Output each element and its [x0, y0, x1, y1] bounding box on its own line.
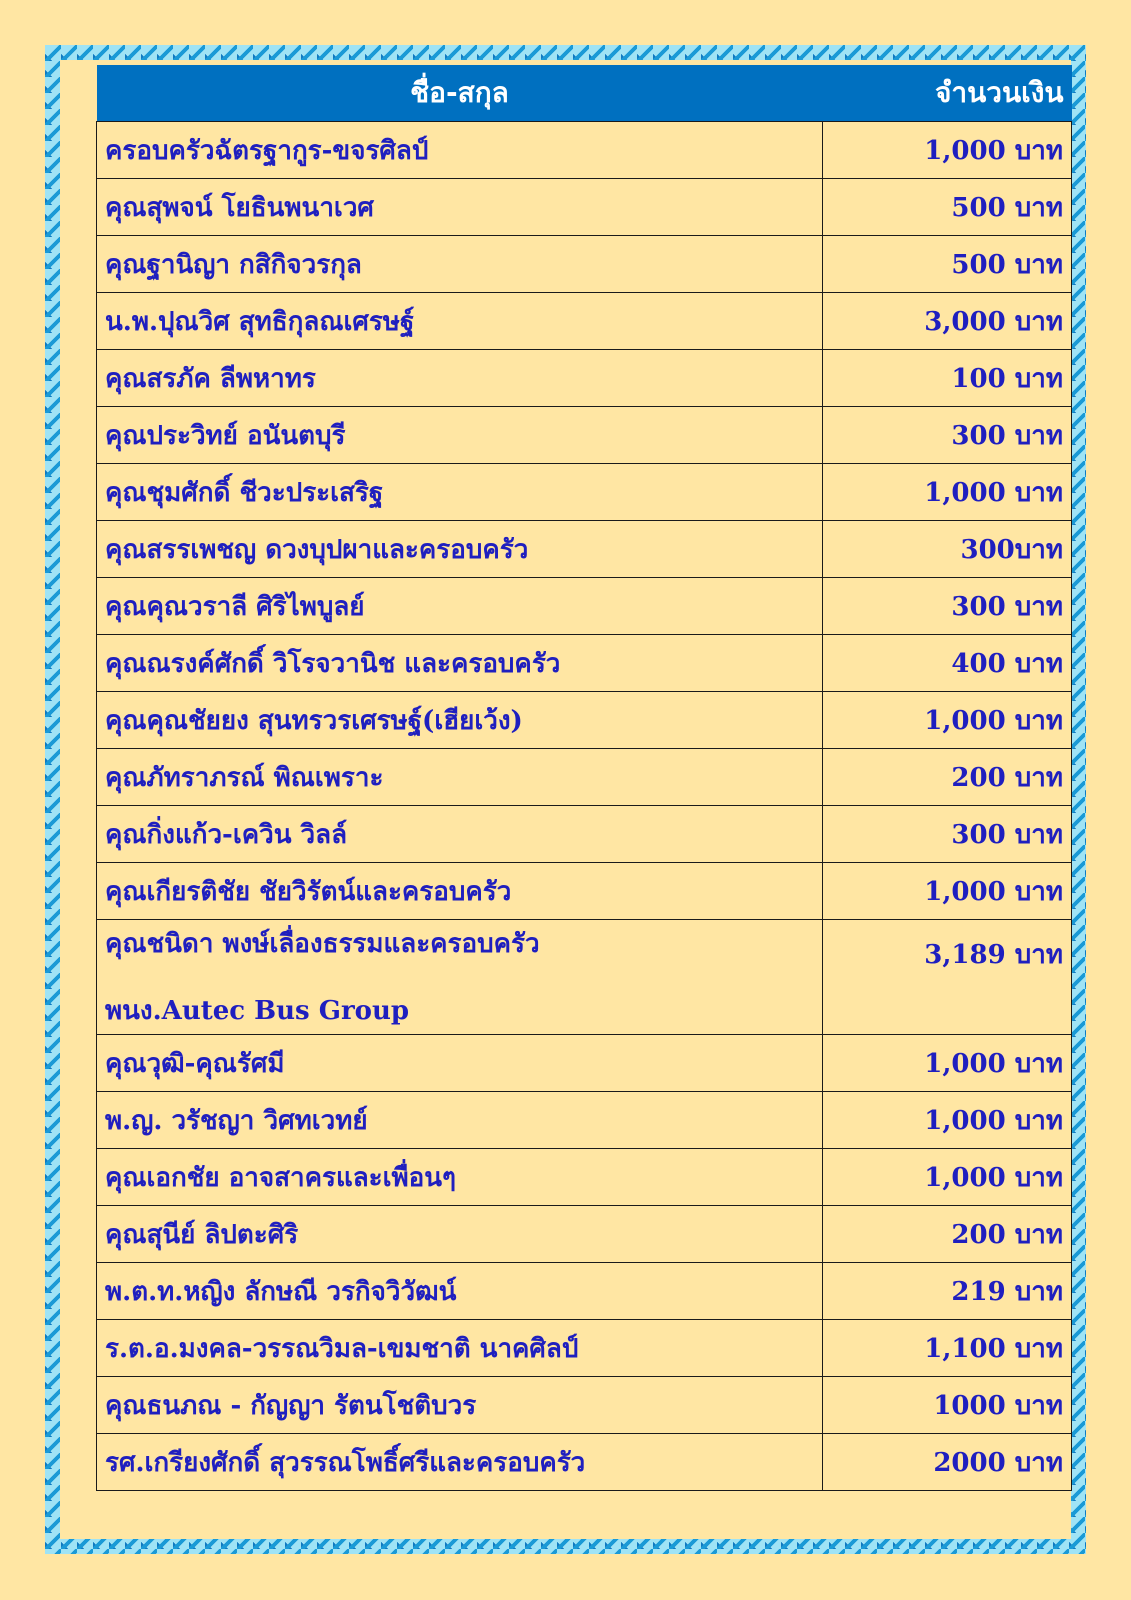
donation-amount: 300บาท [823, 521, 1072, 578]
donor-name-cell [97, 1263, 823, 1320]
donor-name: คุณสรรเพชญ ดวงบุปผาและครอบครัว [105, 534, 529, 565]
table-row [97, 635, 1072, 692]
donor-name-cell [97, 350, 823, 407]
donor-name-cell [97, 1206, 823, 1263]
donation-amount: 219 บาท [823, 1263, 1072, 1320]
table-row [97, 521, 1072, 578]
table-row [97, 1149, 1072, 1206]
donor-name: คุณเกียรติชัย ชัยวิรัตน์และครอบครัว [105, 876, 512, 907]
donor-name: น.พ.ปุณวิศ สุทธิกุลณเศรษฐ์ [105, 306, 415, 337]
donor-name-cell [97, 1377, 823, 1434]
donation-amount: 200 บาท [823, 749, 1072, 806]
table-row [97, 1377, 1072, 1434]
donor-name-line2: พนง.Autec Bus Group [105, 996, 410, 1026]
donor-name-cell [97, 407, 823, 464]
donor-name: ครอบครัวฉัตรฐากูร-ขจรศิลป์ [105, 135, 429, 166]
table-row [97, 122, 1072, 179]
donor-name: คุณเอกชัย อาจสาครและเพื่อนๆ [105, 1162, 456, 1193]
donor-name: รศ.เกรียงศักดิ์ สุวรรณโพธิ์ศรีและครอบครัว [105, 1447, 586, 1478]
table-row [97, 350, 1072, 407]
table-row [97, 407, 1072, 464]
donor-name: คุณชุมศักดิ์ ชีวะประเสริฐ [105, 477, 384, 508]
donor-name: คุณประวิทย์ อนันตบุรี [105, 420, 346, 451]
table-row [97, 806, 1072, 863]
table-row [97, 578, 1072, 635]
donation-amount: 500 บาท [823, 179, 1072, 236]
donation-amount: 300 บาท [823, 407, 1072, 464]
donor-name: คุณฐานิญา กสิกิจวรกุล [105, 249, 362, 280]
table-row [97, 464, 1072, 521]
donor-name-cell [97, 464, 823, 521]
donation-amount: 3,189 บาท [823, 920, 1072, 1035]
donor-name-cell [97, 806, 823, 863]
table-row [97, 1206, 1072, 1263]
donor-name-cell [97, 635, 823, 692]
column-header-name: ชื่อ-สกุล [97, 65, 823, 122]
table-row [97, 1434, 1072, 1491]
donation-amount: 400 บาท [823, 635, 1072, 692]
donation-amount: 200 บาท [823, 1206, 1072, 1263]
donor-name: พ.ต.ท.หญิง ลักษณี วรกิจวิวัฒน์ [105, 1276, 457, 1307]
donation-amount: 1000 บาท [823, 1377, 1072, 1434]
donor-name: คุณภัทราภรณ์ พิณเพราะ [105, 762, 384, 793]
donor-name-cell [97, 1092, 823, 1149]
donation-amount: 1,000 บาท [823, 1149, 1072, 1206]
donation-amount: 100 บาท [823, 350, 1072, 407]
donor-name: คุณกิ่งแก้ว-เควิน วิลล์ [105, 819, 348, 850]
donor-name: คุณธนภณ - กัญญา รัตนโชติบวร [105, 1390, 477, 1421]
table-row [97, 920, 1072, 1035]
table-row [97, 1320, 1072, 1377]
donor-name: คุณชนิดา พงษ์เลื่องธรรมและครอบครัว [105, 929, 540, 959]
donation-amount: 1,000 บาท [823, 692, 1072, 749]
donation-amount: 300 บาท [823, 578, 1072, 635]
table-row [97, 1035, 1072, 1092]
table-row [97, 236, 1072, 293]
donor-name: คุณสรภัค ลีพหาทร [105, 363, 316, 394]
donation-amount: 1,000 บาท [823, 122, 1072, 179]
donor-name: คุณคุณวราลี ศิริไพบูลย์ [105, 591, 365, 622]
donor-name-cell [97, 749, 823, 806]
table-row [97, 293, 1072, 350]
table-header-row [97, 65, 1072, 122]
donation-amount: 1,000 บาท [823, 1035, 1072, 1092]
table-row [97, 179, 1072, 236]
donor-name: คุณวุฒิ-คุณรัศมี [105, 1048, 285, 1079]
donation-amount: 1,000 บาท [823, 1092, 1072, 1149]
donor-name-cell [97, 1434, 823, 1491]
donation-amount: 2000 บาท [823, 1434, 1072, 1491]
donor-name: คุณณรงค์ศักดิ์ วิโรจวานิช และครอบครัว [105, 648, 561, 679]
table-row [97, 1092, 1072, 1149]
donor-name: คุณคุณชัยยง สุนทรวรเศรษฐ์(เฮียเว้ง) [105, 705, 523, 736]
donor-name-cell [97, 1320, 823, 1377]
donor-name-cell [97, 236, 823, 293]
donor-name-cell [97, 920, 823, 1035]
donor-name: ร.ต.อ.มงคล-วรรณวิมล-เขมชาติ นาคศิลป์ [105, 1333, 579, 1364]
donor-name-cell [97, 1149, 823, 1206]
donor-name-cell [97, 521, 823, 578]
donor-name-cell [97, 863, 823, 920]
donation-amount: 1,000 บาท [823, 464, 1072, 521]
donor-name-cell [97, 578, 823, 635]
donor-name: คุณสุพจน์ โยธินพนาเวศ [105, 192, 374, 223]
table-row [97, 692, 1072, 749]
donor-name-cell [97, 1035, 823, 1092]
table-row [97, 863, 1072, 920]
table-row [97, 749, 1072, 806]
donation-amount: 3,000 บาท [823, 293, 1072, 350]
column-header-amount: จำนวนเงิน [823, 65, 1072, 122]
table-row [97, 1263, 1072, 1320]
donor-name-cell [97, 293, 823, 350]
donor-name-cell [97, 122, 823, 179]
donation-amount: 300 บาท [823, 806, 1072, 863]
donation-amount: 1,000 บาท [823, 863, 1072, 920]
donor-table [96, 65, 1072, 1491]
donation-amount: 1,100 บาท [823, 1320, 1072, 1377]
donor-name-cell [97, 179, 823, 236]
donation-amount: 500 บาท [823, 236, 1072, 293]
donor-name: พ.ญ. วรัชญา วิศทเวทย์ [105, 1105, 368, 1136]
donor-name: คุณสุนีย์ ลิปตะศิริ [105, 1219, 299, 1250]
donor-name-cell [97, 692, 823, 749]
